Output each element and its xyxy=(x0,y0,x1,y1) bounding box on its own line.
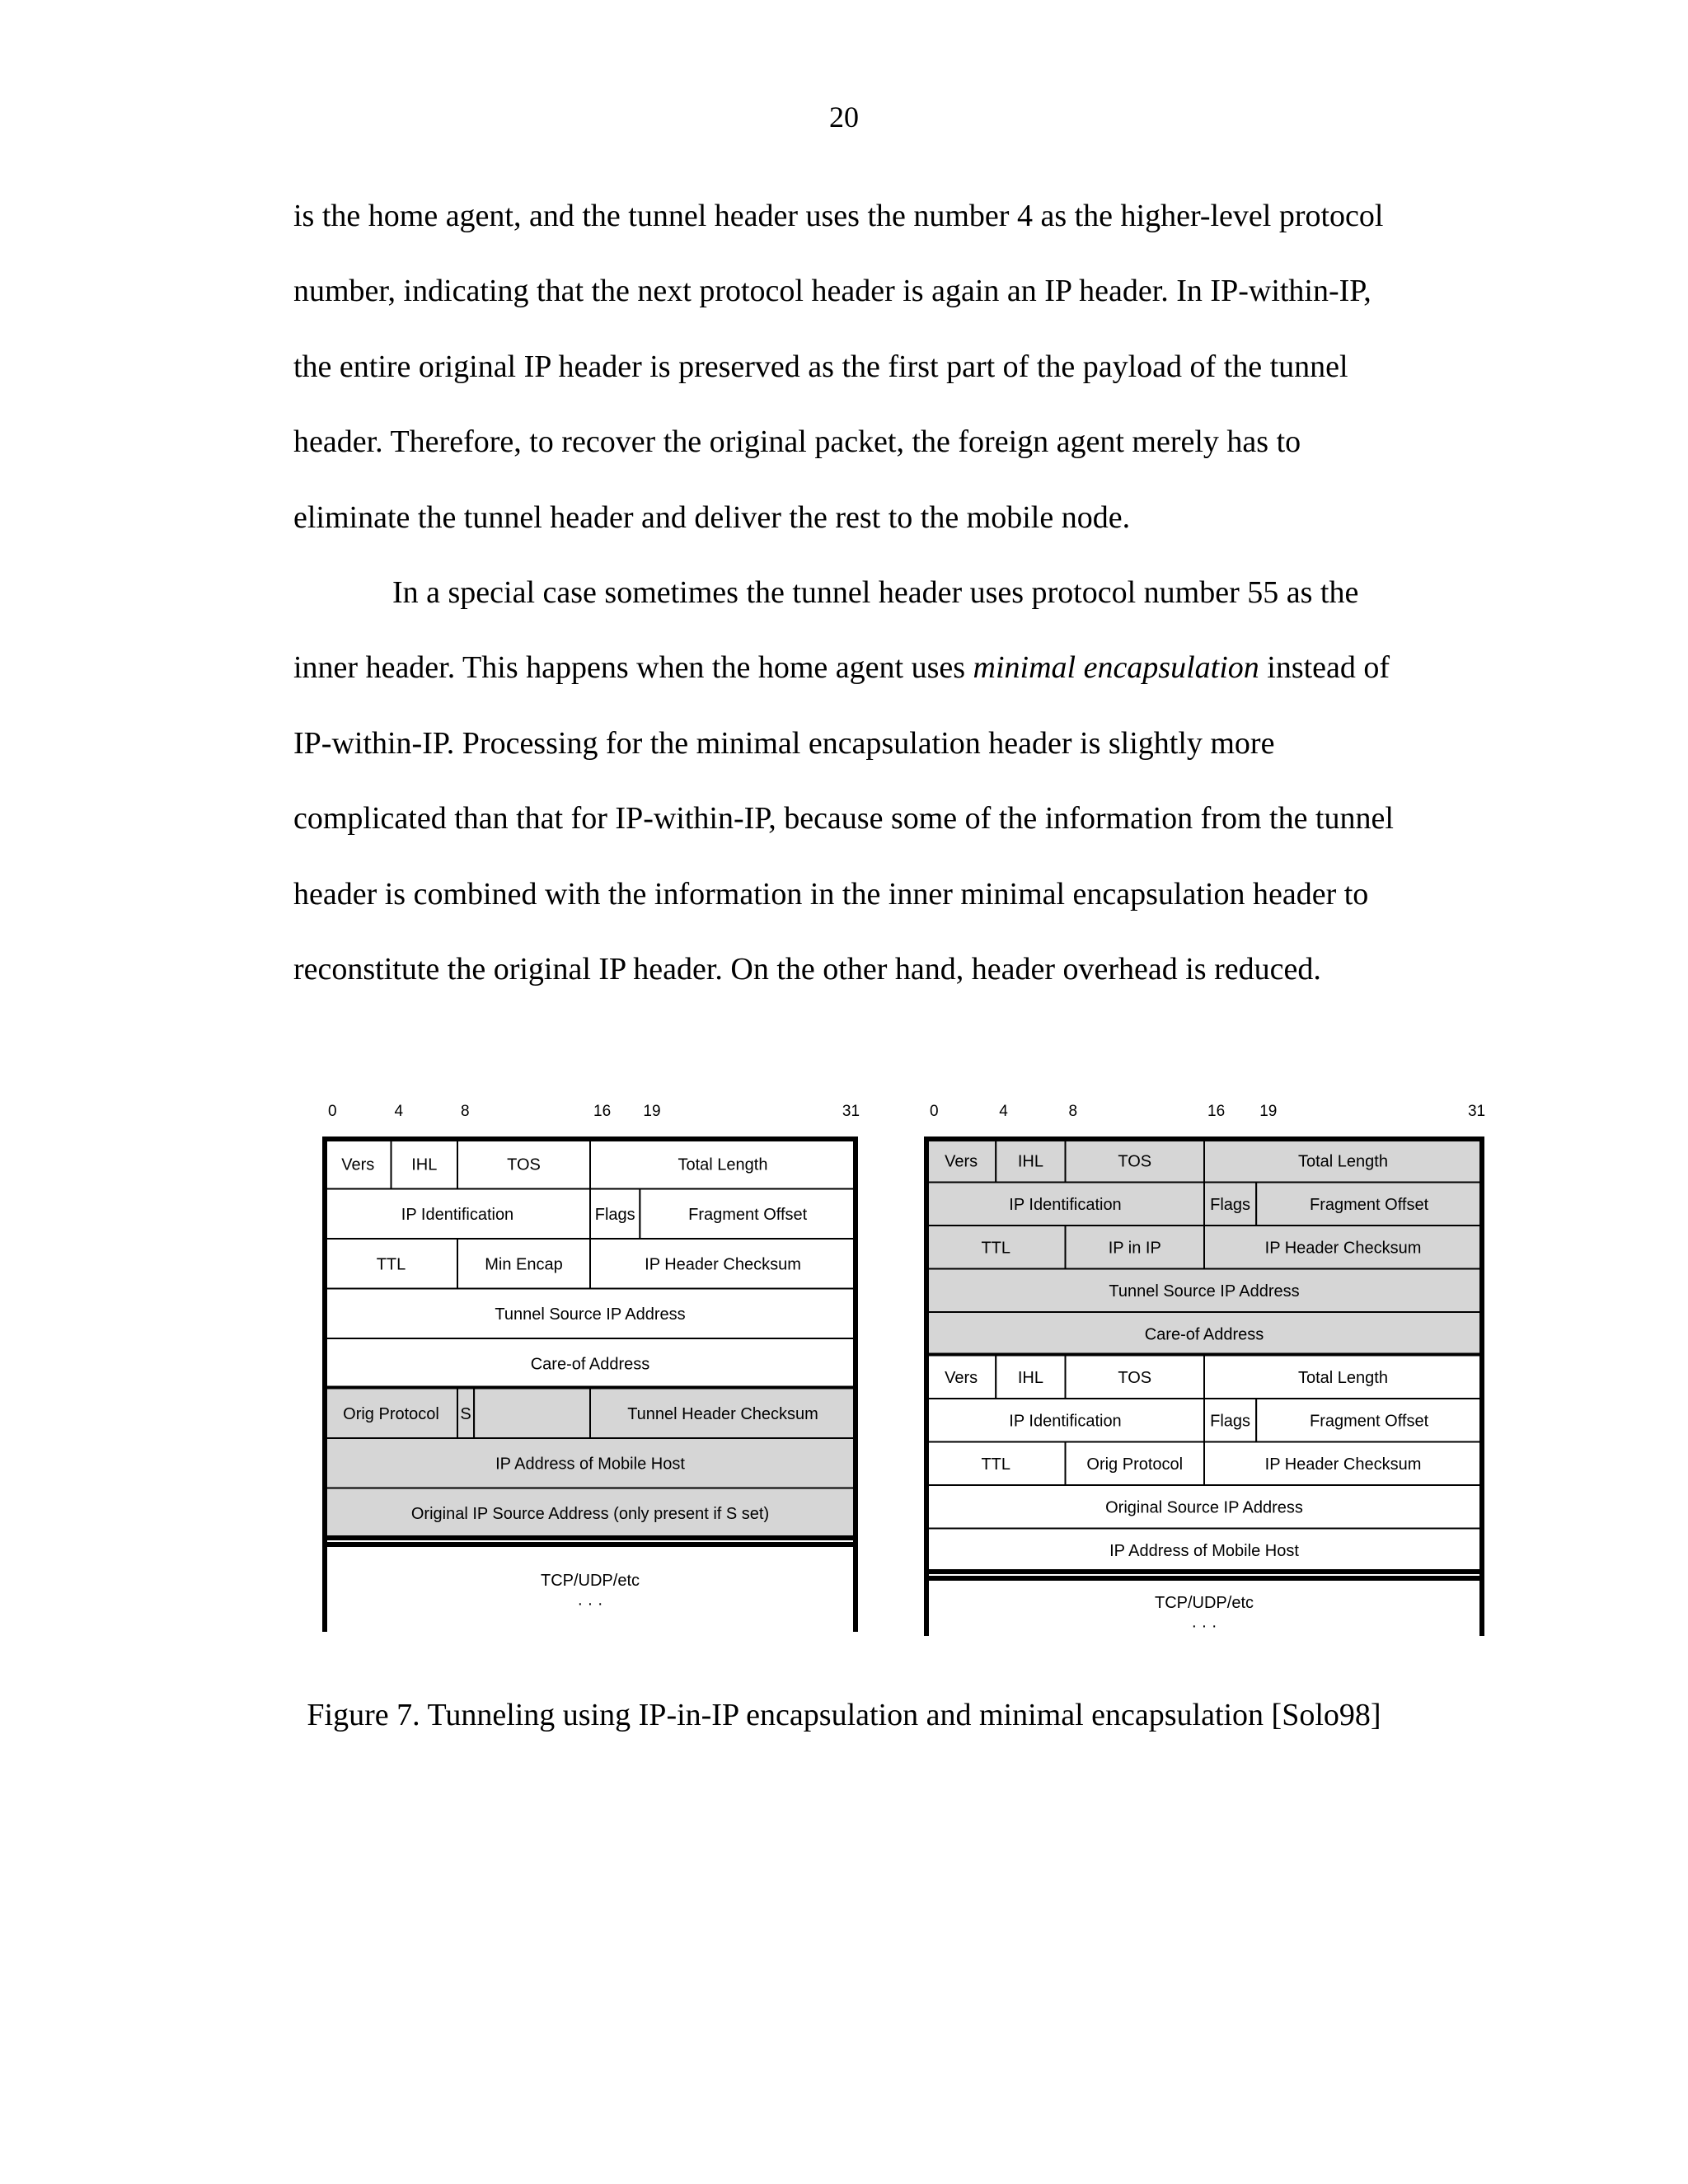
bit-position-label: 19 xyxy=(643,1103,661,1120)
bit-position-label: 31 xyxy=(1467,1103,1486,1120)
bit-position-label: 4 xyxy=(999,1103,1008,1120)
ip-in-ip-diagram xyxy=(920,1088,1489,1648)
header-field-label: Vers xyxy=(945,1368,978,1387)
header-field-label: IP Address of Mobile Host xyxy=(495,1455,685,1474)
text-line: complicated than that for IP-within-IP, because some of the information from the tunnel xyxy=(293,801,1394,837)
header-field-label: IP Identification xyxy=(401,1205,514,1224)
figure-caption: Figure 7. Tunneling using IP-in-IP encapsulation and minimal encapsulation [Solo98] xyxy=(307,1698,1381,1732)
text-line: header. Therefore, to recover the original packet, the foreign agent merely has to xyxy=(293,424,1301,460)
text-line: eliminate the tunnel header and deliver the rest to the mobile node. xyxy=(293,499,1131,535)
payload-ellipsis: · · · xyxy=(1191,1617,1217,1635)
bit-position-label: 8 xyxy=(1068,1103,1078,1120)
header-field-label: TOS xyxy=(1118,1368,1152,1387)
header-field-label: Vers xyxy=(341,1155,375,1174)
bit-position-label: 19 xyxy=(1259,1103,1278,1120)
header-field-label: TOS xyxy=(507,1155,541,1174)
bit-position-label: 8 xyxy=(461,1103,470,1120)
text-line: reconstitute the original IP header. On the other hand, header overhead is reduced. xyxy=(293,951,1321,987)
header-field-label: Flags xyxy=(1210,1412,1251,1431)
header-field-label: IHL xyxy=(411,1155,438,1174)
header-field-label: Vers xyxy=(945,1152,978,1171)
header-field-label: IP Identification xyxy=(1009,1195,1122,1214)
header-field-label: Care-of Address xyxy=(1144,1325,1264,1344)
payload-ellipsis: · · · xyxy=(577,1595,603,1613)
header-field-label: IHL xyxy=(1017,1368,1043,1387)
header-field-label: Fragment Offset xyxy=(1310,1195,1429,1214)
text-run: inner header. This happens when the home agent uses xyxy=(293,650,973,686)
bit-position-label: 31 xyxy=(842,1103,860,1120)
header-field-label: Orig Protocol xyxy=(343,1404,439,1423)
header-field-label: Total Length xyxy=(1298,1152,1388,1171)
header-field-label: IP Identification xyxy=(1009,1412,1122,1431)
body-text xyxy=(293,191,1456,1019)
header-field-label: TTL xyxy=(376,1255,406,1274)
bit-position-label: 16 xyxy=(1207,1103,1226,1120)
text-run: instead of xyxy=(1259,650,1390,686)
header-field-label: Flags xyxy=(1210,1195,1251,1214)
header-field-label: IP in IP xyxy=(1108,1239,1161,1258)
text-line: header is combined with the information in the inner minimal encapsulation header to xyxy=(293,876,1369,912)
header-field-label: IP Header Checksum xyxy=(645,1255,801,1274)
header-field-label: Orig Protocol xyxy=(1086,1455,1184,1474)
header-field-label: Total Length xyxy=(678,1155,768,1174)
header-field-label: Min Encap xyxy=(485,1255,563,1274)
header-field-label: IP Header Checksum xyxy=(1264,1455,1422,1474)
header-field-label: TTL xyxy=(981,1455,1011,1474)
text-line: number, indicating that the next protocol header is again an IP header. In IP-within-IP, xyxy=(293,274,1372,309)
payload-label: TCP/UDP/etc xyxy=(540,1572,640,1590)
header-field-label: Total Length xyxy=(1298,1368,1388,1387)
bit-position-label: 0 xyxy=(328,1103,337,1120)
header-field-label: TOS xyxy=(1118,1152,1152,1171)
page-number: 20 xyxy=(829,101,859,134)
text-line: is the home agent, and the tunnel header uses the number 4 as the higher-level protocol xyxy=(293,199,1384,233)
header-field-label: Tunnel Source IP Address xyxy=(495,1305,686,1324)
header-field-label: Original Source IP Address xyxy=(1105,1498,1303,1517)
header-field-label: IHL xyxy=(1017,1152,1043,1171)
header-field-label: Care-of Address xyxy=(530,1355,650,1374)
emphasis-term: minimal encapsulation xyxy=(973,650,1259,686)
header-field-label: Original IP Source Address (only present if S set) xyxy=(410,1504,770,1523)
header-field-label: Tunnel Source IP Address xyxy=(1109,1282,1300,1301)
text-line xyxy=(293,643,1456,718)
header-field-label: TTL xyxy=(981,1239,1011,1258)
text-line: the entire original IP header is preserved as the first part of the payload of the tunnel xyxy=(293,349,1348,384)
header-field-label: Flags xyxy=(594,1205,635,1224)
text-line: IP-within-IP. Processing for the minimal encapsulation header is slightly more xyxy=(293,725,1275,761)
bit-position-label: 16 xyxy=(593,1103,612,1120)
minimal-encapsulation-diagram xyxy=(318,1088,862,1648)
bit-position-label: 0 xyxy=(930,1103,939,1120)
header-field-cell xyxy=(474,1389,590,1439)
header-field-label: Fragment Offset xyxy=(688,1205,808,1224)
bit-position-label: 4 xyxy=(394,1103,404,1120)
header-field-label: S xyxy=(460,1404,471,1423)
header-field-label: Tunnel Header Checksum xyxy=(627,1404,818,1423)
text-line: In a special case sometimes the tunnel header uses protocol number 55 as the xyxy=(392,574,1359,610)
header-field-label: IP Address of Mobile Host xyxy=(1109,1541,1299,1560)
header-field-label: Fragment Offset xyxy=(1310,1412,1429,1431)
header-field-label: IP Header Checksum xyxy=(1264,1239,1422,1258)
payload-label: TCP/UDP/etc xyxy=(1154,1594,1254,1612)
